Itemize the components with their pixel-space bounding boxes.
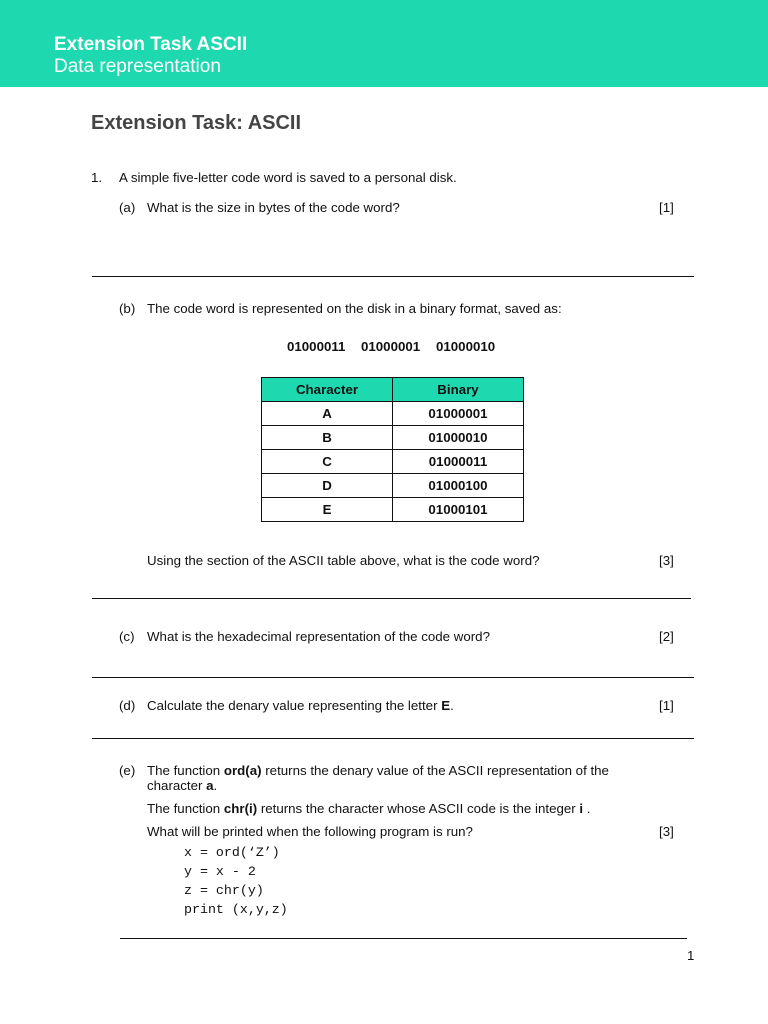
part-e-marks: [3] (659, 824, 674, 839)
text-fragment: character (147, 778, 207, 793)
code-line: y = x - 2 (184, 864, 256, 879)
part-c-text: What is the hexadecimal representation of the code word? (147, 629, 490, 644)
table-row (262, 498, 524, 522)
text-fragment: The function (147, 801, 224, 816)
part-b-label: (b) (119, 301, 136, 316)
part-b-marks: [3] (659, 553, 674, 568)
part-a-marks: [1] (659, 200, 674, 215)
code-line: x = ord(‘Z’) (184, 845, 280, 860)
page-heading: Extension Task: ASCII (91, 112, 302, 134)
part-b-question: Using the section of the ASCII table above, what is the code word? (147, 553, 540, 568)
table-cell-binary: 01000010 (393, 426, 524, 450)
part-a-text: What is the size in bytes of the code word? (147, 200, 400, 215)
answer-line-b[interactable] (92, 598, 691, 599)
part-e-line3 (147, 801, 590, 817)
text-fragment: . (583, 801, 591, 816)
text-fragment: returns the character whose ASCII code is the integer (257, 801, 580, 816)
table-cell-character: E (262, 498, 393, 522)
binary-byte-3: 01000010 (436, 339, 496, 354)
part-e-line1 (147, 763, 609, 779)
part-c-marks: [2] (659, 629, 674, 644)
text-fragment: . (213, 778, 218, 793)
answer-line-a[interactable] (92, 276, 694, 277)
part-d-text (147, 698, 454, 714)
table-row (262, 450, 524, 474)
header-banner (0, 0, 768, 87)
variable-i: i (579, 801, 584, 816)
document-title: Extension Task ASCII (54, 34, 248, 55)
page-number: 1 (687, 948, 695, 963)
part-d-text-after: . (450, 698, 454, 713)
binary-byte-2: 01000001 (361, 339, 421, 354)
table-cell-character: D (262, 474, 393, 498)
binary-byte-1: 01000011 (287, 339, 346, 354)
table-cell-character: A (262, 402, 393, 426)
table-cell-character: B (262, 426, 393, 450)
table-cell-binary: 01000001 (393, 402, 524, 426)
variable-a: a (206, 778, 214, 793)
table-header-row (262, 378, 524, 402)
part-d-label: (d) (119, 698, 136, 713)
answer-line-e[interactable] (120, 938, 687, 939)
text-fragment: returns the denary value of the ASCII representation of the (261, 763, 609, 778)
column-header-binary: Binary (393, 378, 524, 402)
part-e-question: What will be printed when the following program is run? (147, 824, 473, 839)
table-cell-binary: 01000101 (393, 498, 524, 522)
part-d-letter: E (441, 698, 451, 713)
function-ord: ord(a) (223, 763, 262, 778)
table-cell-binary: 01000100 (393, 474, 524, 498)
answer-line-d[interactable] (92, 738, 694, 739)
part-c-label: (c) (119, 629, 135, 644)
code-line: print (x,y,z) (184, 902, 288, 917)
part-e-line2 (147, 778, 217, 794)
column-header-character: Character (262, 378, 393, 402)
part-a-label: (a) (119, 200, 136, 215)
table-row (262, 474, 524, 498)
ascii-table (261, 377, 524, 522)
answer-line-c[interactable] (92, 677, 694, 678)
table-cell-character: C (262, 450, 393, 474)
part-e-label: (e) (119, 763, 136, 778)
table-row (262, 402, 524, 426)
table-cell-binary: 01000011 (393, 450, 524, 474)
document-subtitle: Data representation (54, 56, 221, 77)
question-intro: A simple five-letter code word is saved to a personal disk. (119, 170, 457, 185)
table-row (262, 426, 524, 450)
part-d-marks: [1] (659, 698, 674, 713)
text-fragment: The function (147, 763, 224, 778)
question-number: 1. (91, 170, 103, 185)
part-d-text-before: Calculate the denary value representing the letter (147, 698, 442, 713)
function-chr: chr(i) (223, 801, 258, 816)
part-b-text: The code word is represented on the disk in a binary format, saved as: (147, 301, 562, 316)
code-line: z = chr(y) (184, 883, 264, 898)
